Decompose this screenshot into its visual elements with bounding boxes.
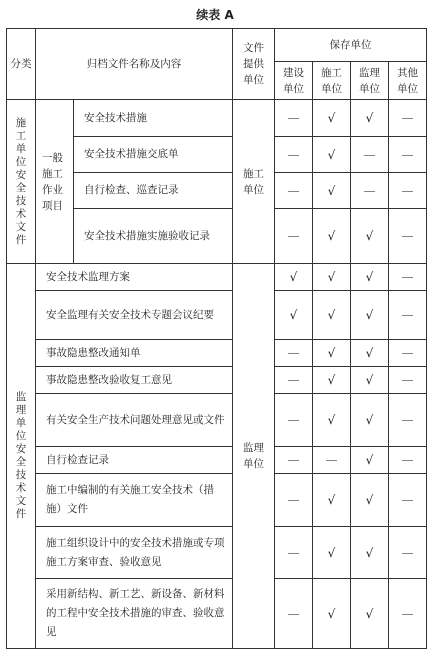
mark-cell: √ (275, 264, 313, 291)
provider-cell: 施工单位 (233, 100, 275, 264)
document-name: 安全技术措施实施验收记录 (74, 209, 233, 264)
mark-cell: √ (351, 291, 389, 340)
mark-cell: √ (313, 394, 351, 447)
mark-cell: √ (351, 579, 389, 649)
document-name: 自行检查记录 (36, 447, 233, 474)
category-cell: 监理单位安全技术文件 (7, 264, 36, 649)
mark-cell: — (389, 474, 427, 527)
mark-cell: √ (313, 264, 351, 291)
table-row (7, 527, 427, 579)
document-name: 安全技术措施交底单 (74, 137, 233, 173)
mark-cell: — (389, 447, 427, 474)
mark-cell: — (389, 340, 427, 367)
table-row (7, 340, 427, 367)
table-row (7, 367, 427, 394)
mark-cell: √ (351, 340, 389, 367)
header-unit-contractor: 施工单位 (313, 62, 351, 100)
table-caption: 续表 A (196, 8, 234, 22)
document-name: 施工中编制的有关施工安全技术（措施）文件 (36, 474, 233, 527)
document-name: 施工组织设计中的安全技术措施或专项施工方案审查、验收意见 (36, 527, 233, 579)
mark-cell: — (275, 100, 313, 137)
mark-cell: — (275, 394, 313, 447)
mark-cell: — (389, 209, 427, 264)
mark-cell: — (351, 137, 389, 173)
mark-cell: — (389, 291, 427, 340)
mark-cell: √ (351, 264, 389, 291)
header-archive-name: 归档文件名称及内容 (36, 29, 233, 100)
header-unit-other: 其他单位 (389, 62, 427, 100)
header-category: 分类 (7, 29, 36, 100)
header-unit-construction-owner: 建设单位 (275, 62, 313, 100)
header-keeping-units: 保存单位 (275, 29, 427, 62)
document-name: 事故隐患整改验收复工意见 (36, 367, 233, 394)
mark-cell: — (275, 474, 313, 527)
header-unit-supervisor: 监理单位 (351, 62, 389, 100)
mark-cell: √ (351, 474, 389, 527)
mark-cell: — (389, 173, 427, 209)
document-name: 自行检查、巡查记录 (74, 173, 233, 209)
mark-cell: √ (313, 579, 351, 649)
table-row (7, 264, 427, 291)
mark-cell: — (389, 367, 427, 394)
mark-cell: — (275, 137, 313, 173)
mark-cell: — (275, 579, 313, 649)
document-name: 安全监理有关安全技术专题会议纪要 (36, 291, 233, 340)
table-row (7, 579, 427, 649)
mark-cell: √ (313, 100, 351, 137)
table-row (7, 291, 427, 340)
mark-cell: — (275, 527, 313, 579)
mark-cell: — (275, 209, 313, 264)
mark-cell: √ (313, 367, 351, 394)
mark-cell: √ (351, 527, 389, 579)
table-row (7, 474, 427, 527)
subcategory-cell: 一般施工作业项目 (36, 100, 74, 264)
mark-cell: √ (351, 367, 389, 394)
mark-cell: — (275, 367, 313, 394)
mark-cell: — (313, 447, 351, 474)
archive-table (6, 28, 427, 649)
mark-cell: √ (351, 209, 389, 264)
mark-cell: — (389, 137, 427, 173)
table-row (7, 394, 427, 447)
mark-cell: — (275, 173, 313, 209)
category-cell: 施工单位安全技术文件 (7, 100, 36, 264)
mark-cell: — (389, 527, 427, 579)
provider-cell: 监理单位 (233, 264, 275, 649)
mark-cell: √ (351, 447, 389, 474)
mark-cell: √ (313, 137, 351, 173)
mark-cell: √ (351, 394, 389, 447)
mark-cell: √ (313, 173, 351, 209)
mark-cell: √ (351, 100, 389, 137)
mark-cell: √ (313, 527, 351, 579)
mark-cell: — (389, 100, 427, 137)
mark-cell: √ (313, 340, 351, 367)
document-name: 安全技术措施 (74, 100, 233, 137)
document-name: 采用新结构、新工艺、新设备、新材料的工程中安全技术措施的审查、验收意见 (36, 579, 233, 649)
table-row (7, 447, 427, 474)
mark-cell: — (351, 173, 389, 209)
table-row (7, 100, 427, 137)
mark-cell: — (389, 264, 427, 291)
document-name: 有关安全生产技术问题处理意见或文件 (36, 394, 233, 447)
mark-cell: — (389, 394, 427, 447)
mark-cell: — (275, 340, 313, 367)
mark-cell: √ (313, 474, 351, 527)
mark-cell: — (275, 447, 313, 474)
mark-cell: √ (275, 291, 313, 340)
document-name: 安全技术监理方案 (36, 264, 233, 291)
mark-cell: √ (313, 291, 351, 340)
mark-cell: √ (313, 209, 351, 264)
mark-cell: — (389, 579, 427, 649)
header-provider: 文件提供单位 (233, 29, 275, 100)
document-name: 事故隐患整改通知单 (36, 340, 233, 367)
